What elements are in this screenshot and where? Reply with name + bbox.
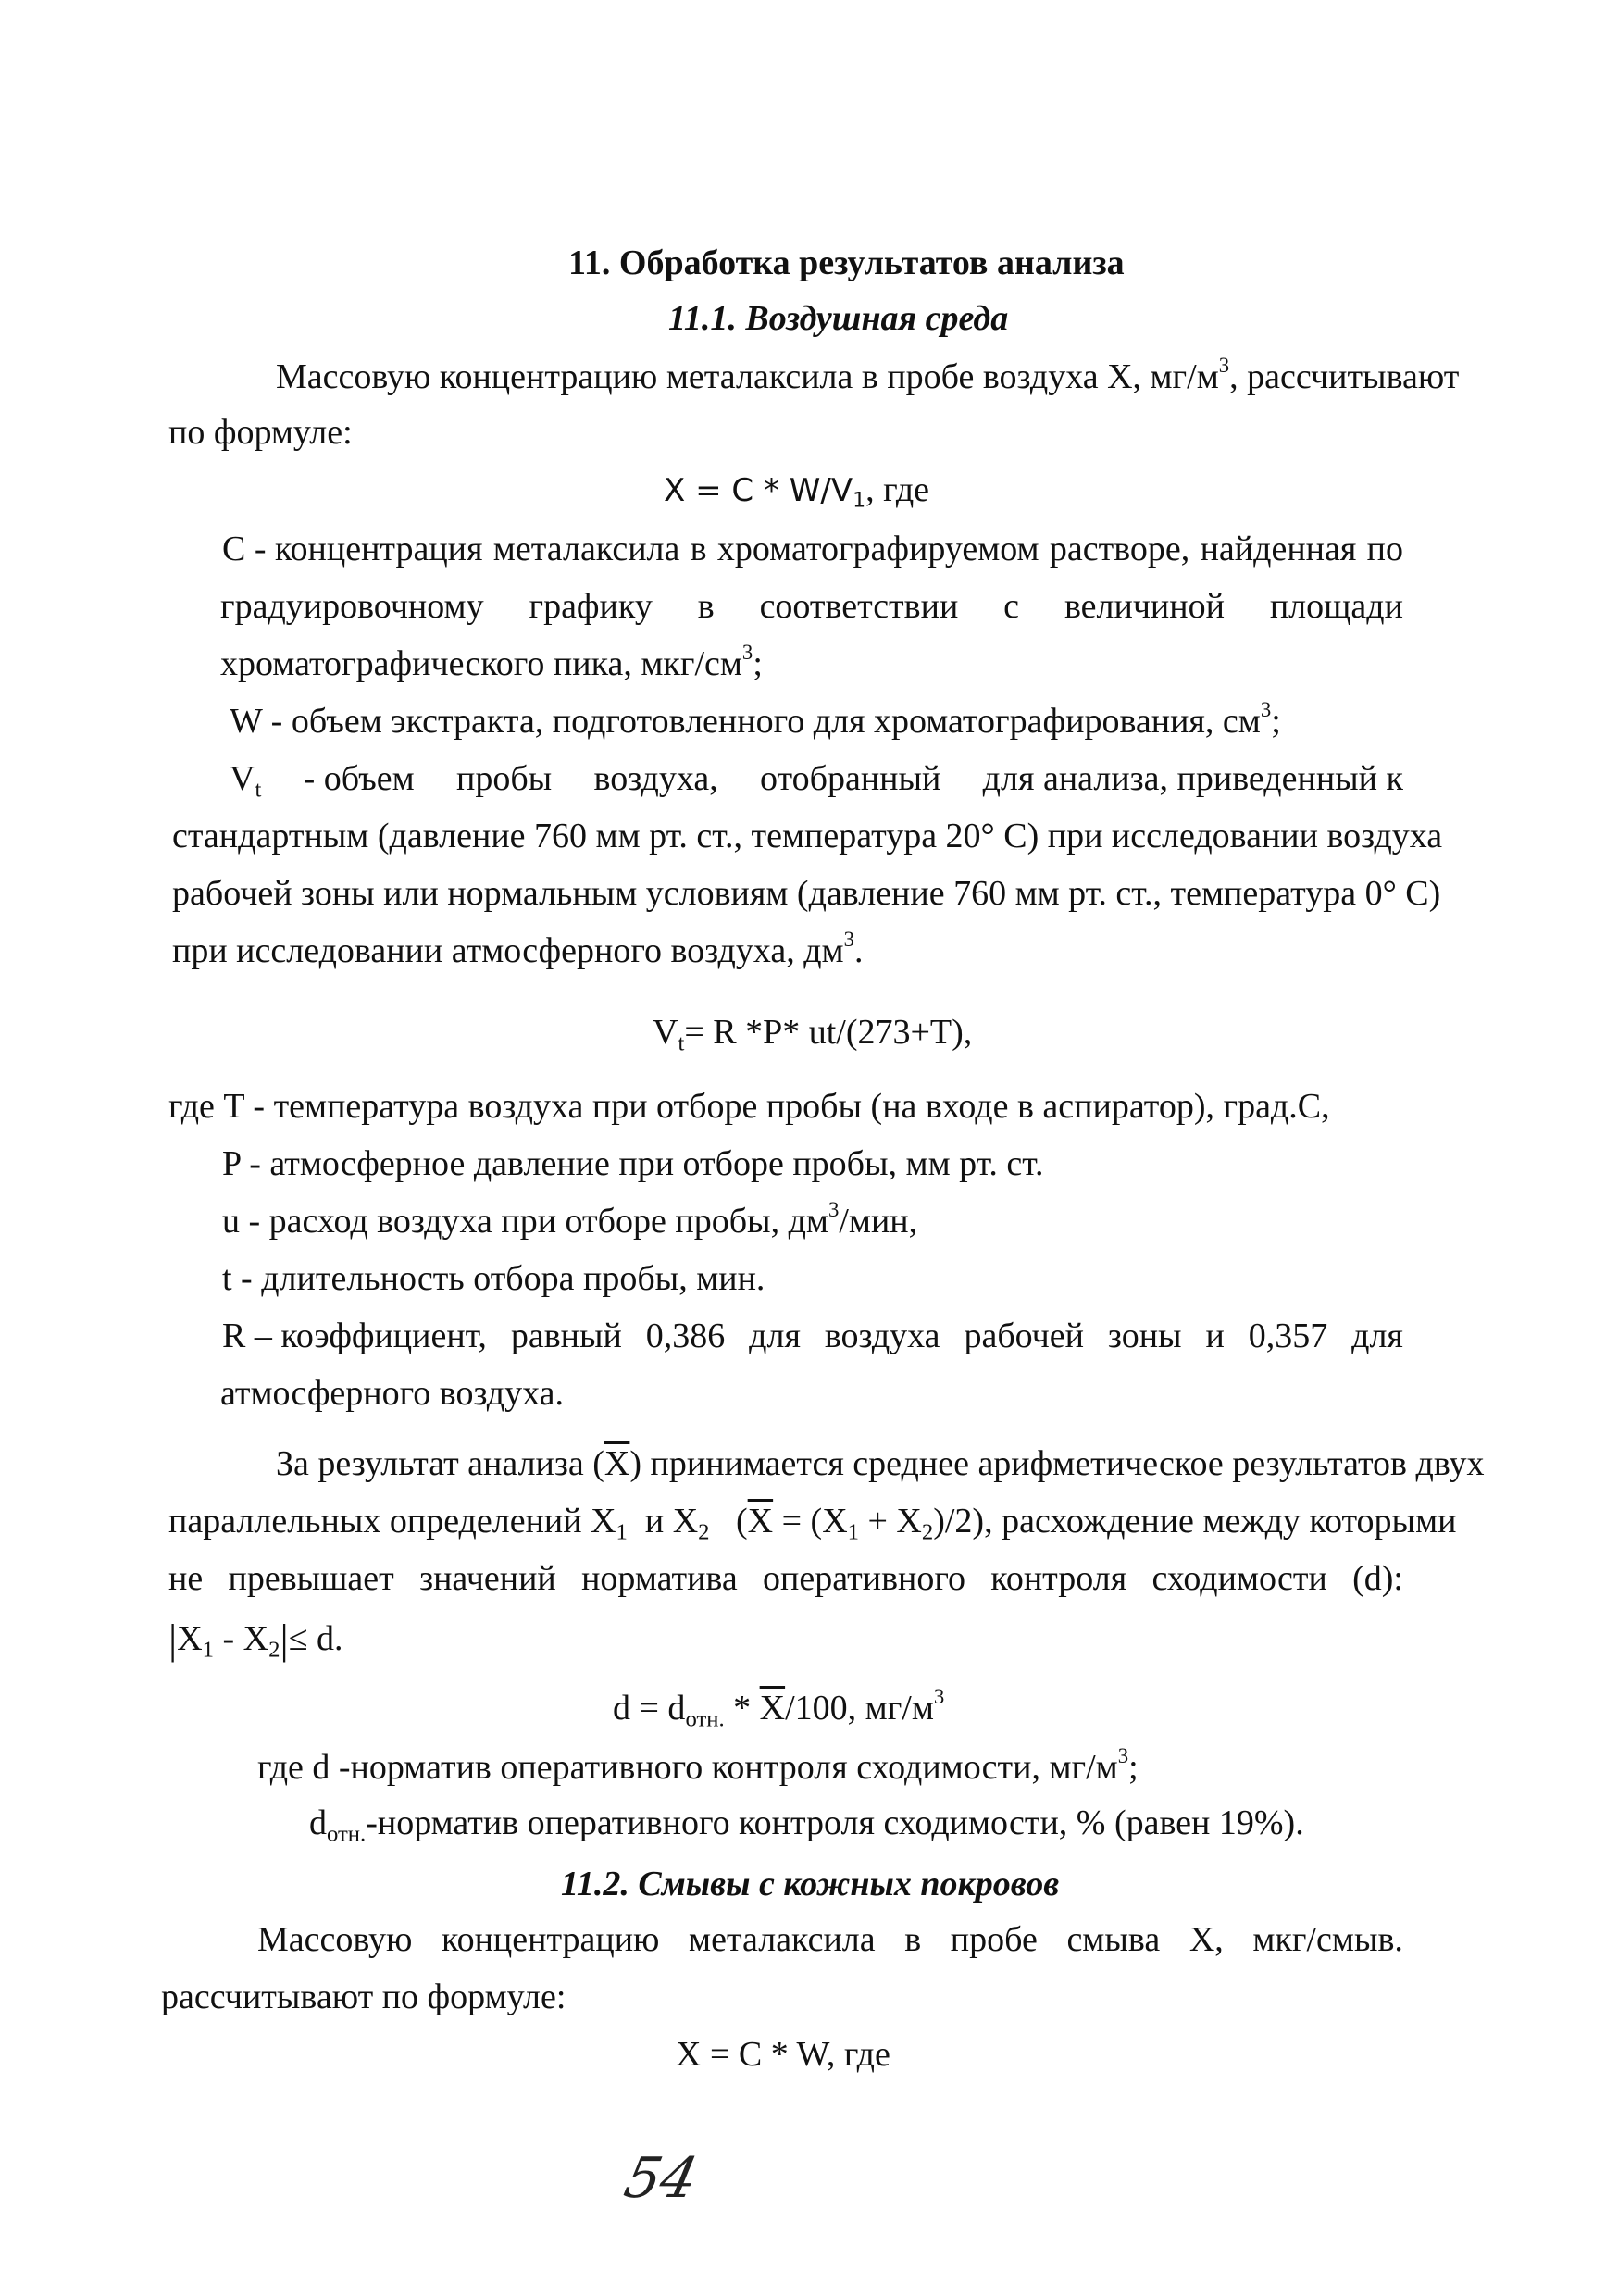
paragraph-1-line-1: Массовую концентрацию металаксила в пробе воздуха X, $мг/м^3$, рассчитывают [276, 353, 1460, 396]
vt-definition-line-2: стандартным (давление 760 мм рт. ст., температура 20° С) при исследовании воздуха [172, 817, 1443, 855]
formula-d: $d = d_{отн.} * \overline{X}/100$, $мг/м^3$ [613, 1684, 945, 1732]
section-title: 11. Обработка результатов анализа [568, 243, 1125, 282]
paragraph-1-line-2: по формуле: [168, 413, 353, 452]
subsection-title-air: 11.1. Воздушная среда [668, 299, 1009, 338]
result-line-1: За результат анализа $(\overline{X})$ принимается среднее арифметическое результатов двух [276, 1444, 1485, 1483]
formula-x: $X = C * W/V_1$, где [664, 470, 930, 513]
c-definition-line-2: градуировочному графику в соответствии с величиной площади [220, 587, 1403, 626]
r-definition-line-1: R – коэффициент, равный 0,386 для воздуха рабочей зоны и 0,357 для [222, 1316, 1403, 1355]
u-flow-definition: u - расход воздуха при отборе пробы, $дм^3$/мин, [222, 1197, 918, 1241]
d-relative-definition: $d_{отн.}$-норматив оперативного контроля сходимости, % (равен 19%). [309, 1803, 1304, 1847]
formula-vt: $V_t= R$ *P* ut/(273+T), [653, 1013, 973, 1056]
t-duration-definition: t - длительность отбора пробы, мин. [222, 1259, 765, 1298]
w-definition: W - объем экстракта, подготовленного для хроматографирования, $см^3$; [230, 697, 1281, 741]
c-definition-line-3: хроматографического пика, мкг/$см^3$; [220, 640, 763, 683]
result-line-4: $|X_1 - X_2|\le d$. [168, 1616, 343, 1663]
result-line-2: параллельных определений $X_1$ и $X_2$ $(\overline{X} = (X_1 + X_2)/2)$, расхождение между которыми [168, 1502, 1457, 1545]
paragraph-2-line-2: рассчитывают по формуле: [161, 1978, 566, 2016]
paragraph-2-line-1: Массовую концентрацию металаксила в пробе смыва X, мкг/смыв. [257, 1920, 1403, 1959]
vt-definition-line-1: $V_t$ - объем пробы воздуха, отобранный для анализа, приведенный к [230, 759, 1403, 803]
t-temperature-definition: где T - температура воздуха при отборе пробы (на входе в аспиратор), град.С, [168, 1087, 1330, 1126]
page-number: 54 [618, 2146, 703, 2211]
subsection-title-skin-washes: 11.2. Смывы с кожных покровов [561, 1865, 1060, 1903]
formula-x-skin: X = C * W, где [676, 2035, 890, 2074]
r-definition-line-2: атмосферного воздуха. [220, 1374, 564, 1413]
c-definition-line-1: C - концентрация металаксила в хроматографируемом растворе, найденная по [222, 530, 1403, 568]
result-line-3: не превышает значений норматива оперативного контроля сходимости (d): [168, 1559, 1403, 1598]
d-definition: где d -норматив оперативного контроля сходимости, $мг/м^3$; [257, 1743, 1139, 1787]
vt-definition-line-4: при исследовании атмосферного воздуха, $дм^3$. [172, 927, 864, 970]
p-pressure-definition: P - атмосферное давление при отборе пробы, мм рт. ст. [222, 1144, 1044, 1183]
vt-definition-line-3: рабочей зоны или нормальным условиям (давление 760 мм рт. ст., температура 0° С) [172, 874, 1441, 913]
